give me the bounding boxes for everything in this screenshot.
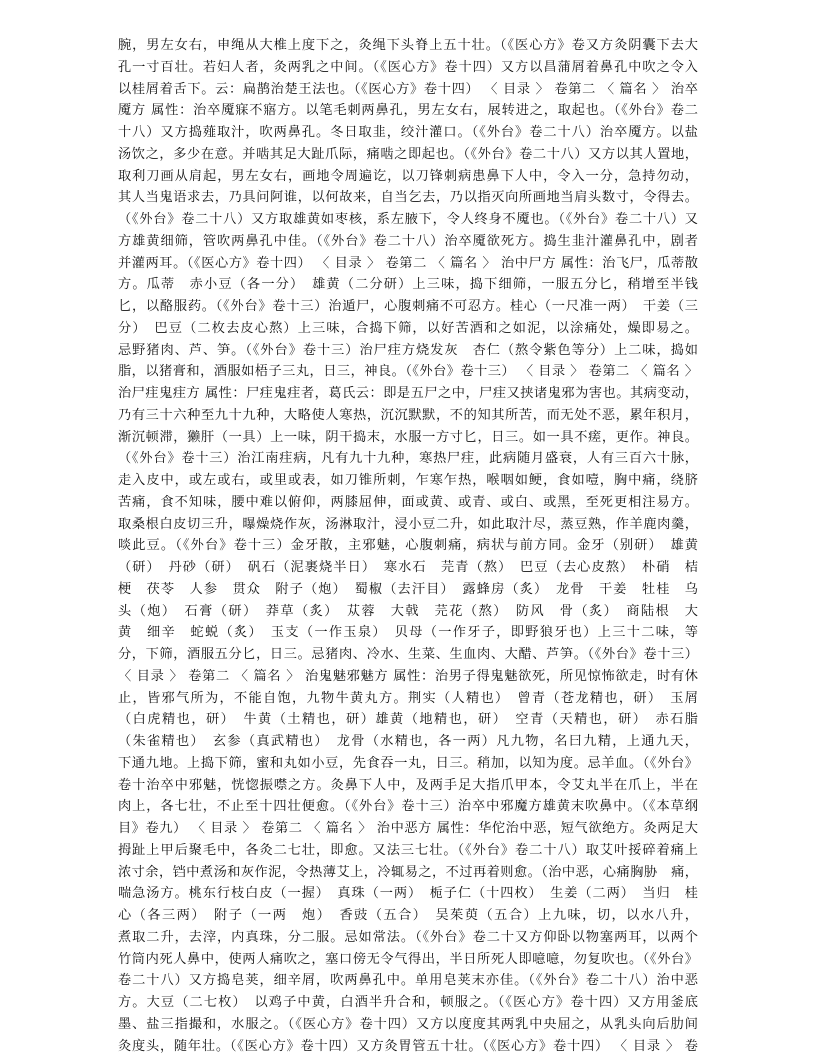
text-line: 喘急汤方。桃东行枝白皮（一握） 真珠（一两） 栀子仁（十四枚） 生姜（二两） 当归 桂 [118,883,698,905]
text-line: 方。大豆（二七枚） 以鸡子中黄，白酒半升合和，顿服之。（《医心方》卷十四）又方用釜底 [118,992,698,1014]
text-line: 肉上，各七壮，不止至十四壮便愈。（《外台》卷十三）治卒中邪魔方雄黄末吹鼻中。（《本草纲 [118,796,698,818]
text-line: 分） 巴豆（二枚去皮心熬）上三味，合捣下筛，以好苦酒和之如泥，以涂痛处，燥即易之。 [118,318,698,340]
text-line: 汤饮之，多少在意。并啮其足大趾爪际，痛啮之即起也。（《外台》卷二十八）又方以其人置地， [118,144,698,166]
text-line: 治尸疰鬼疰方 属性：尸疰鬼疰者，葛氏云：即是五尸之中，尸疰又挟诸鬼邪为害也。其病变动， [118,383,698,405]
text-line: （《外台》卷二十八）又方取雄黄如枣核，系左腋下，令人终身不魇也。（《外台》卷二十八）又 [118,209,698,231]
text-line: 卷十治卒中邪魅，恍惚振噤之方。灸鼻下人中，及两手足大指爪甲本，令艾丸半在爪上，半在 [118,775,698,797]
text-line: 拇趾上甲后聚毛中，各灸二七壮，即愈。又法三七壮。（《外台》卷二十八）取艾叶挼碎着痛上 [118,840,698,862]
text-line: （白虎精也，研） 牛黄（土精也，研）雄黄（地精也，研） 空青（天精也，研） 赤石脂 [118,709,698,731]
text-line: （《外台》卷十三）治江南疰病，凡有九十九种，寒热尸疰，此病随月盛衰，人有三百六十脉， [118,448,698,470]
text-line: 方。瓜蒂 赤小豆（各一分） 雄黄（二分研）上三味，捣下细筛，一服五分匕，稍增至半钱 [118,274,698,296]
text-line: 苦痛，食不知味，腰中难以俯仰，两膝屈伸，面或黄、或青、或白、或黑，至死更相注易方。 [118,492,698,514]
text-line: 走入皮中，或左或右，或里或表，如刀锥所刺，乍寒乍热，喉咽如鲠，食如噎，胸中痛，绕脐 [118,470,698,492]
text-line: 浓寸余，铛中煮汤和灰作泥，令热薄艾上，冷辄易之，不过再着则愈。（治中恶，心痛胸胁 痛， [118,862,698,884]
text-line: 止，皆邪气所为，不能自饱，九物牛黄丸方。荆实（人精也） 曾青（苍龙精也，研） 玉屑 [118,688,698,710]
text-line: 心（各三两） 附子（一两 炮） 香豉（五合） 吴茱萸（五合）上九味，切，以水八升， [118,905,698,927]
text-line: 脂，以猪膏和，酒服如梧子三丸，日三，神良。（《外台》卷十三） 〈 目录 〉 卷第二 〈 篇名 〉 [118,361,698,383]
text-line: 孔一寸百壮。若妇人者，灸两乳之中间。（《医心方》卷十四）又方以昌蒲屑着鼻孔中吹之令入 [118,57,698,79]
text-line: 取桑根白皮切三升，曝燥烧作灰，汤淋取汁，浸小豆二升，如此取汁尽，蒸豆熟，作羊鹿肉羹， [118,514,698,536]
text-line: 十八）又方捣薤取汁，吹两鼻孔。冬日取韭，绞汁灌口。（《外台》卷二十八）治卒魇方。以盐 [118,122,698,144]
text-line: 以桂屑着舌下。云：扁鹊治楚王法也。（《医心方》卷十四） 〈 目录 〉 卷第二 〈 篇名 〉 治卒 [118,79,698,101]
text-line: 乃有三十六种至九十九种，大略使人寒热，沉沉默默，不的知其所苦，而无处不恶，累年积月， [118,405,698,427]
text-line: 匕，以酪服药。（《外台》卷十三）治遁尸，心腹刺痛不可忍方。桂心（一尺准一两） 干姜（三 [118,296,698,318]
text-line: 竹筒内死人鼻中，使两人痛吹之，塞口傍无令气得出，半日所死人即噫噫，勿复吹也。（《外台》 [118,949,698,971]
text-line: 腕，男左女右，申绳从大椎上度下之，灸绳下头脊上五十壮。（《医心方》卷又方灸阴囊下去大 [118,35,698,57]
text-line: 魇方 属性：治卒魇寐不寤方。以笔毛刺两鼻孔，男左女右，展转进之，取起也。（《外台》卷二 [118,100,698,122]
text-line: 方雄黄细筛，管吹两鼻孔中佳。（《外台》卷二十八）治卒魇欲死方。捣生韭汁灌鼻孔中，剧者 [118,231,698,253]
text-line: 梗 茯苓 人参 贯众 附子（炮） 蜀椒（去汗目） 露蜂房（炙） 龙骨 干姜 牡桂 乌 [118,579,698,601]
text-line: 〈 目录 〉 卷第二 〈 篇名 〉 治鬼魅邪魅方 属性：治男子得鬼魅欲死，所见惊怖欲走，时有休 [118,666,698,688]
text-line: 下通九地。上捣下筛，蜜和丸如小豆，先食吞一丸，日三。稍加，以知为度。忌羊血。（《外台》 [118,753,698,775]
text-line: 渐沉顿滞，獭肝（一具）上一味，阴干捣末，水服一方寸匕，日三。如一具不瘥，更作。神良。 [118,427,698,449]
text-line: （朱雀精也） 玄参（真武精也） 龙骨（水精也，各一两）凡九物，名曰九精，上通九天， [118,731,698,753]
text-line: （研） 丹砂（研） 矾石（泥裹烧半日） 寒水石 芫青（熬） 巴豆（去心皮熬） 朴硝 桔 [118,557,698,579]
text-line: 卷二十八）又方捣皂荚，细辛屑，吹两鼻孔中。单用皂荚末亦佳。（《外台》卷二十八）治中恶 [118,970,698,992]
text-line: 目》卷九） 〈 目录 〉 卷第二 〈 篇名 〉 治中恶方 属性：华佗治中恶，短气欲绝方。灸两足大 [118,818,698,840]
text-line: 头（炮） 石膏（研） 莽草（炙） 苁蓉 大戟 芫花（熬） 防风 骨（炙） 商陆根 大 [118,601,698,623]
text-line: 忌野猪肉、芦、笋。（《外台》卷十三）治尸疰方烧发灰 杏仁（熬令紫色等分）上二味，捣如 [118,340,698,362]
text-line: 煮取二升，去滓，内真珠，分二服。忌如常法。（《外台》卷二十又方仰卧以物塞两耳，以两个 [118,927,698,949]
text-line: 啖此豆。（《外台》卷十三）金牙散，主邪魅，心腹刺痛，病状与前方同。金牙（别研） 雄黄 [118,535,698,557]
text-line: 分，下筛，酒服五分匕，日三。忌猪肉、冷水、生菜、生血肉、大醋、芦笋。（《外台》卷十三） [118,644,698,666]
text-line: 黄 细辛 蛇蜕（炙） 玉支（一作玉泉） 贝母（一作牙子，即野狼牙也）上三十二味，等 [118,622,698,644]
text-line: 其人当鬼语求去，乃具问阿谁，以何故来，自当乞去，乃以指灭向所画地当肩头数寸，令得去。 [118,187,698,209]
text-line: 取利刀画从肩起，男左女右，画地令周遍讫，以刀锋刺病患鼻下人中，令入一分，急持勿动， [118,166,698,188]
document-body [118,35,698,1057]
text-line: 墨、盐三指撮和，水服之。（《医心方》卷十四）又方以度度其两乳中央屈之，从乳头向后肋间 [118,1014,698,1036]
text-line: 并灌两耳。（《医心方》卷十四） 〈 目录 〉 卷第二 〈 篇名 〉 治中尸方 属性：治飞尸，瓜蒂散 [118,253,698,275]
text-line: 灸度头，随年壮。（《医心方》卷十四）又方灸胃管五十壮。（《医心方》卷十四） 〈 目录 〉 卷 [118,1036,698,1057]
